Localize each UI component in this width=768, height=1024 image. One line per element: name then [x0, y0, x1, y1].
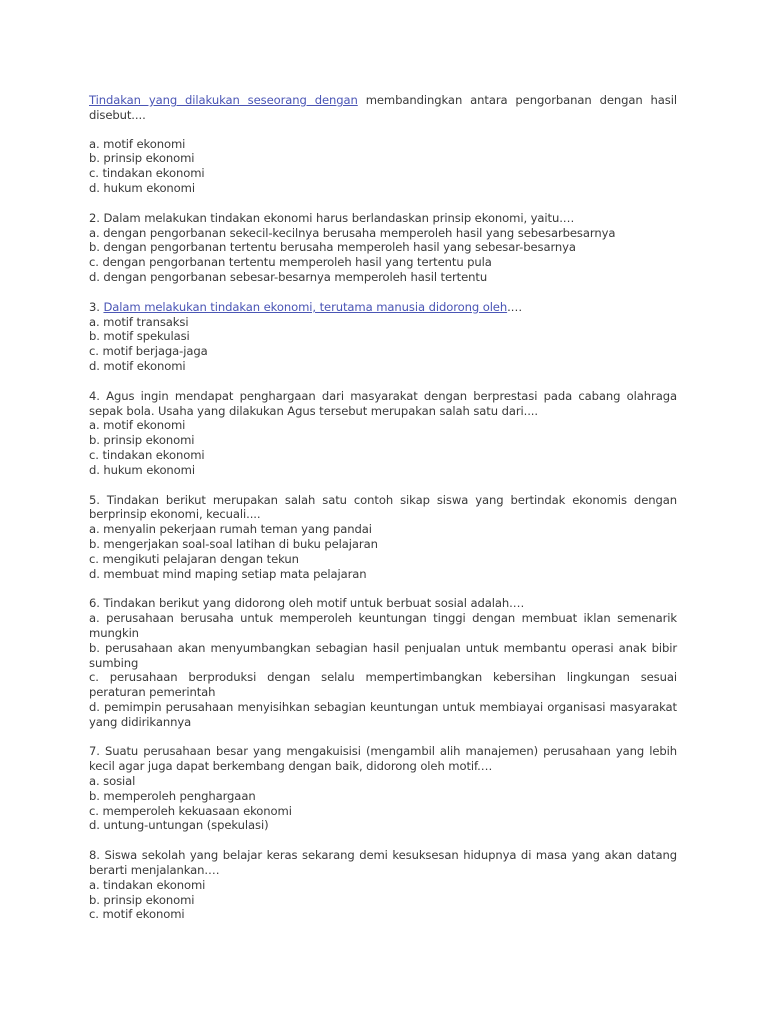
question-text: Tindakan berikut merupakan salah satu contoh sikap siswa yang bertindak ekonomis dengan berprinsip ekonomi, kecuali.... — [89, 492, 677, 522]
answer-option: b. prinsip ekonomi — [89, 892, 195, 907]
answer-option: b. dengan pengorbanan tertentu berusaha memperoleh hasil yang sebesar-besarnya — [89, 240, 576, 255]
answer-option: c. tindakan ekonomi — [89, 166, 205, 181]
answer-option: c. tindakan ekonomi — [89, 447, 205, 462]
answer-option: a. motif transaksi — [89, 314, 189, 329]
question-text: membandingkan antara pengorbanan dengan hasil disebut.... — [89, 93, 677, 122]
question-text: Tindakan berikut yang didorong oleh motif untuk berbuat sosial adalah.… — [103, 596, 525, 611]
answer-option: d. pemimpin perusahaan menyisihkan sebagian keuntungan untuk membiayai organisasi masyarakat yang didirikannya — [89, 699, 677, 729]
question-number: 7. — [89, 744, 100, 759]
answer-option: b. prinsip ekonomi — [89, 151, 195, 166]
question-number: 4. — [89, 388, 100, 403]
question-text: Dalam melakukan tindakan ekonomi harus berlandaskan prinsip ekonomi, yaitu.… — [103, 210, 575, 225]
answer-option: b. prinsip ekonomi — [89, 433, 195, 448]
answer-option: d. untung-untungan (spekulasi) — [89, 818, 269, 833]
answer-option: b. motif spekulasi — [89, 329, 190, 344]
answer-option: c. perusahaan berproduksi dengan selalu mempertimbangkan kebersihan lingkungan sesuai peraturan pemerintah — [89, 670, 677, 700]
answer-option: b. mengerjakan soal-soal latihan di buku pelajaran — [89, 536, 378, 551]
question-stem — [89, 596, 677, 611]
question-4 — [89, 389, 677, 478]
question-link[interactable]: Tindakan yang dilakukan seseorang dengan — [89, 93, 358, 107]
answer-option: c. motif berjaga-jaga — [89, 344, 208, 359]
question-5 — [89, 493, 677, 582]
question-text: Suatu perusahaan besar yang mengakuisisi (mengambil alih manajemen) perusahaan yang lebih kecil agar juga dapat berkembang dengan baik, didorong oleh motif.… — [89, 744, 677, 774]
question-stem — [89, 493, 677, 523]
question-stem — [89, 300, 677, 315]
answer-option: a. motif ekonomi — [89, 136, 186, 151]
question-number: 6. — [89, 596, 100, 611]
answer-option: d. membuat mind maping setiap mata pelajaran — [89, 566, 367, 581]
answer-option: c. motif ekonomi — [89, 907, 185, 922]
question-7 — [89, 744, 677, 833]
answer-option: d. hukum ekonomi — [89, 180, 195, 195]
answer-option: b. memperoleh penghargaan — [89, 788, 256, 803]
document-page — [89, 93, 677, 937]
question-number: 8. — [89, 848, 100, 863]
question-number: 3. — [89, 299, 100, 314]
answer-option: a. perusahaan berusaha untuk memperoleh keuntungan tinggi dengan membuat iklan semenarik mungkin — [89, 611, 677, 640]
question-text: .… — [507, 299, 523, 314]
question-stem — [89, 93, 677, 123]
answer-option: d. motif ekonomi — [89, 358, 186, 373]
answer-option: b. perusahaan akan menyumbangkan sebagian hasil penjualan untuk membantu operasi anak bibir sumbing — [89, 640, 677, 670]
question-6 — [89, 596, 677, 729]
answer-option: d. hukum ekonomi — [89, 462, 195, 477]
question-1 — [89, 93, 677, 196]
answer-option: d. dengan pengorbanan sebesar-besarnya memperoleh hasil tertentu — [89, 269, 488, 284]
question-8 — [89, 848, 677, 922]
question-link[interactable]: Dalam melakukan tindakan ekonomi, terutama manusia didorong oleh — [103, 299, 508, 314]
question-text: Siswa sekolah yang belajar keras sekarang demi kesuksesan hidupnya di masa yang akan datang berarti menjalankan.… — [89, 848, 677, 878]
answer-option: a. dengan pengorbanan sekecil-kecilnya berusaha memperoleh hasil yang sebesarbesarnya — [89, 225, 616, 240]
question-number: 5. — [89, 492, 100, 507]
question-stem — [89, 389, 677, 419]
answer-option: c. mengikuti pelajaran dengan tekun — [89, 551, 299, 566]
question-stem — [89, 848, 677, 878]
answer-option: a. menyalin pekerjaan rumah teman yang pandai — [89, 522, 372, 537]
question-stem — [89, 211, 677, 226]
question-number: 2. — [89, 210, 100, 225]
answer-option: c. memperoleh kekuasaan ekonomi — [89, 803, 292, 818]
question-2 — [89, 211, 677, 285]
answer-option: a. tindakan ekonomi — [89, 877, 206, 892]
question-3 — [89, 300, 677, 374]
answer-option: a. sosial — [89, 774, 136, 789]
answer-option: c. dengan pengorbanan tertentu memperoleh hasil yang tertentu pula — [89, 255, 492, 270]
answer-option: a. motif ekonomi — [89, 418, 186, 433]
question-stem — [89, 744, 677, 774]
question-text: Agus ingin mendapat penghargaan dari masyarakat dengan berprestasi pada cabang olahraga sepak bola. Usaha yang dilakukan Agus tersebut merupakan salah satu dari.... — [89, 388, 677, 418]
